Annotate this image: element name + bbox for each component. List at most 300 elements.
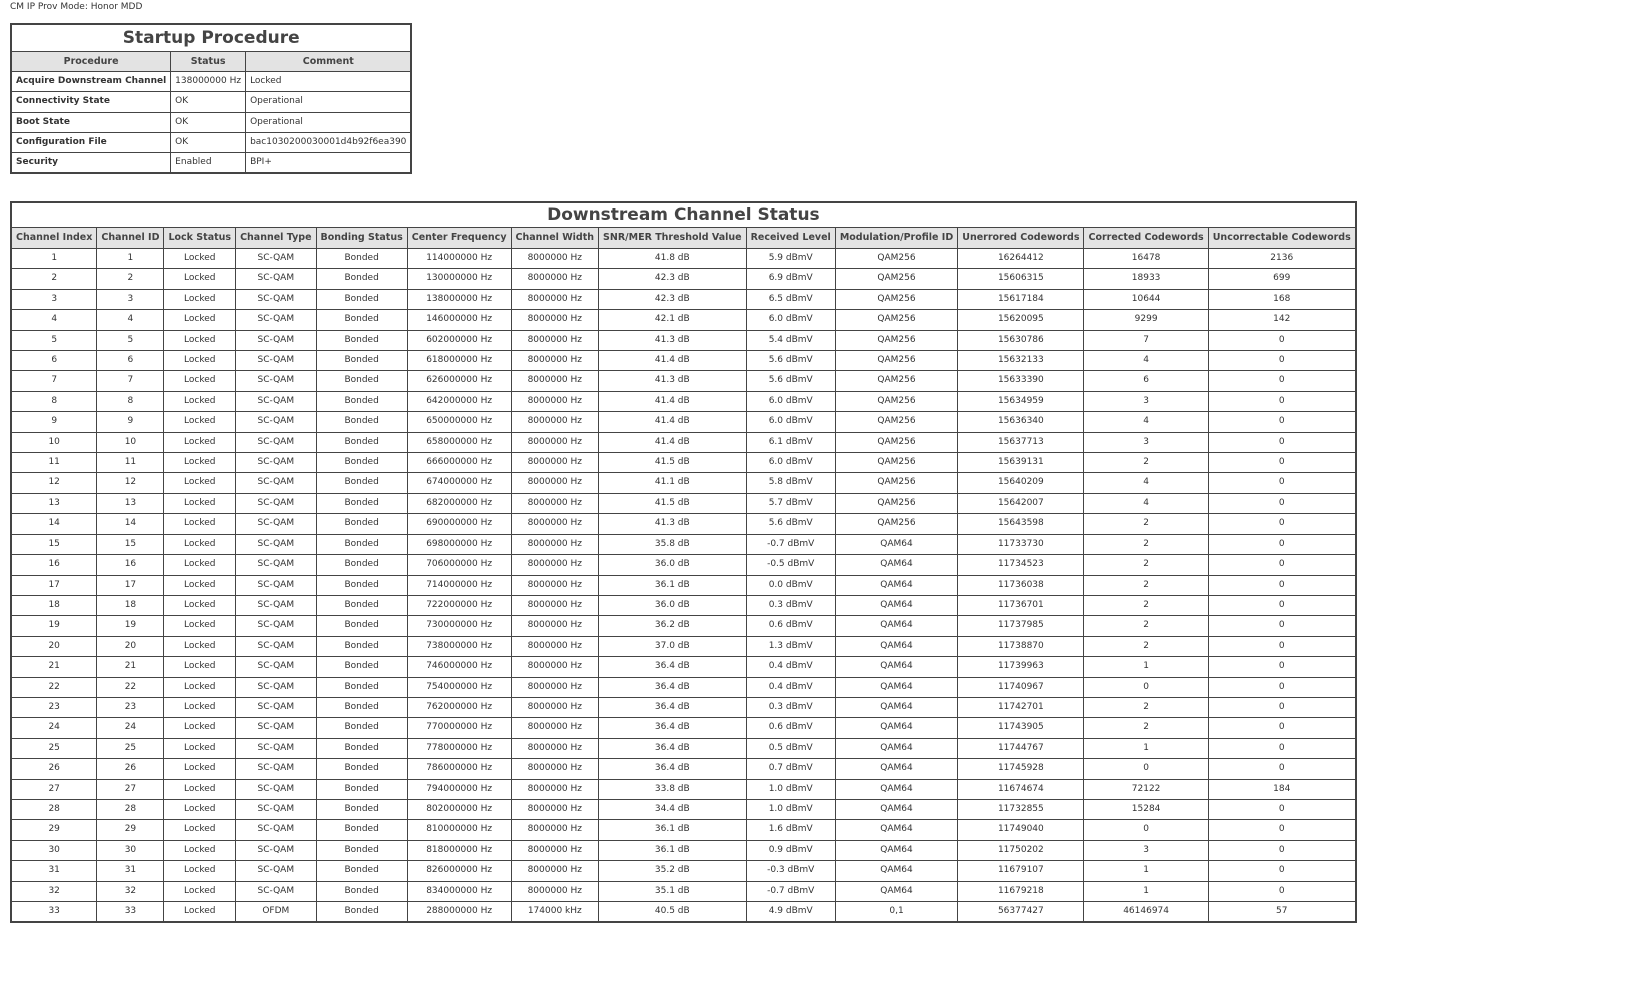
- table-cell: 21: [11, 657, 97, 677]
- table-cell: 16264412: [958, 249, 1084, 269]
- table-cell: 8: [11, 391, 97, 411]
- table-cell: 0: [1208, 697, 1356, 717]
- table-row: [11, 473, 1356, 493]
- table-cell: 15640209: [958, 473, 1084, 493]
- table-cell: 5.6 dBmV: [746, 351, 835, 371]
- table-cell: 4: [11, 310, 97, 330]
- table-cell: 8000000 Hz: [511, 493, 599, 513]
- downstream-body: [11, 249, 1356, 923]
- table-cell: 15636340: [958, 412, 1084, 432]
- table-cell: 35.8 dB: [599, 534, 747, 554]
- table-cell: 2: [1084, 453, 1208, 473]
- table-cell: 0: [1208, 820, 1356, 840]
- table-cell: 8000000 Hz: [511, 269, 599, 289]
- table-cell: OFDM: [236, 902, 316, 923]
- table-row: [11, 820, 1356, 840]
- table-cell: Locked: [164, 840, 236, 860]
- table-cell: SC-QAM: [236, 779, 316, 799]
- table-cell: 41.3 dB: [599, 330, 747, 350]
- table-cell: SC-QAM: [236, 514, 316, 534]
- table-cell: 0: [1208, 799, 1356, 819]
- table-cell: 8000000 Hz: [511, 534, 599, 554]
- table-cell: 27: [11, 779, 97, 799]
- startup-procedure-table: [10, 23, 412, 174]
- table-cell: 0: [1208, 555, 1356, 575]
- table-cell: 40.5 dB: [599, 902, 747, 923]
- table-cell: 0: [1208, 514, 1356, 534]
- table-row: [11, 493, 1356, 513]
- table-cell: 0: [1208, 453, 1356, 473]
- table-cell: 2: [1084, 534, 1208, 554]
- table-cell: 1.6 dBmV: [746, 820, 835, 840]
- table-cell: 25: [97, 738, 164, 758]
- table-cell: Bonded: [316, 820, 407, 840]
- table-cell: QAM64: [835, 616, 957, 636]
- table-cell: OK: [171, 92, 246, 112]
- table-cell: SC-QAM: [236, 861, 316, 881]
- table-row: [11, 289, 1356, 309]
- table-cell: QAM64: [835, 697, 957, 717]
- table-cell: 5.7 dBmV: [746, 493, 835, 513]
- table-cell: Locked: [164, 718, 236, 738]
- table-cell: SC-QAM: [236, 575, 316, 595]
- table-cell: QAM64: [835, 840, 957, 860]
- table-cell: Configuration File: [11, 132, 171, 152]
- table-cell: Connectivity State: [11, 92, 171, 112]
- table-cell: 15284: [1084, 799, 1208, 819]
- table-cell: 16: [11, 555, 97, 575]
- table-cell: 3: [97, 289, 164, 309]
- table-cell: 8000000 Hz: [511, 799, 599, 819]
- table-cell: 658000000 Hz: [407, 432, 511, 452]
- table-cell: 6.0 dBmV: [746, 412, 835, 432]
- table-cell: 28: [97, 799, 164, 819]
- table-cell: 2: [1084, 616, 1208, 636]
- table-cell: 11736701: [958, 595, 1084, 615]
- table-cell: 15637713: [958, 432, 1084, 452]
- table-cell: 0: [1208, 616, 1356, 636]
- table-cell: Locked: [164, 657, 236, 677]
- table-cell: Locked: [246, 72, 412, 92]
- table-cell: 8000000 Hz: [511, 657, 599, 677]
- table-cell: SC-QAM: [236, 616, 316, 636]
- table-cell: 6.1 dBmV: [746, 432, 835, 452]
- table-cell: SC-QAM: [236, 391, 316, 411]
- table-cell: 8000000 Hz: [511, 779, 599, 799]
- table-row: [11, 112, 411, 132]
- table-row: [11, 779, 1356, 799]
- table-cell: QAM256: [835, 371, 957, 391]
- table-cell: 5.6 dBmV: [746, 371, 835, 391]
- table-cell: 11744767: [958, 738, 1084, 758]
- table-cell: 0: [1208, 657, 1356, 677]
- table-cell: 22: [11, 677, 97, 697]
- table-cell: QAM256: [835, 310, 957, 330]
- table-cell: 41.8 dB: [599, 249, 747, 269]
- table-row: [11, 391, 1356, 411]
- startup-column-header: Comment: [246, 52, 412, 72]
- table-row: [11, 861, 1356, 881]
- table-cell: 2: [1084, 636, 1208, 656]
- table-cell: Locked: [164, 310, 236, 330]
- table-cell: QAM256: [835, 391, 957, 411]
- table-cell: Bonded: [316, 840, 407, 860]
- table-cell: 24: [11, 718, 97, 738]
- table-cell: QAM64: [835, 555, 957, 575]
- table-row: [11, 902, 1356, 923]
- table-cell: 11: [97, 453, 164, 473]
- table-cell: Bonded: [316, 657, 407, 677]
- table-cell: 699: [1208, 269, 1356, 289]
- table-cell: Acquire Downstream Channel: [11, 72, 171, 92]
- table-cell: 11738870: [958, 636, 1084, 656]
- table-cell: 0: [1208, 534, 1356, 554]
- table-cell: -0.3 dBmV: [746, 861, 835, 881]
- table-cell: Locked: [164, 820, 236, 840]
- table-cell: SC-QAM: [236, 534, 316, 554]
- downstream-column-header: Center Frequency: [407, 228, 511, 249]
- table-cell: 2: [1084, 595, 1208, 615]
- table-cell: 36.4 dB: [599, 718, 747, 738]
- table-cell: QAM256: [835, 269, 957, 289]
- table-cell: 0.4 dBmV: [746, 657, 835, 677]
- prov-mode-label: CM IP Prov Mode: Honor MDD: [10, 2, 143, 12]
- table-cell: 4: [1084, 493, 1208, 513]
- table-cell: 36.4 dB: [599, 657, 747, 677]
- table-cell: 41.5 dB: [599, 453, 747, 473]
- table-cell: Locked: [164, 432, 236, 452]
- table-row: [11, 330, 1356, 350]
- table-cell: 6.0 dBmV: [746, 310, 835, 330]
- table-cell: 29: [97, 820, 164, 840]
- table-cell: SC-QAM: [236, 310, 316, 330]
- table-row: [11, 636, 1356, 656]
- table-cell: 1: [1084, 881, 1208, 901]
- table-cell: 11740967: [958, 677, 1084, 697]
- table-cell: -0.7 dBmV: [746, 534, 835, 554]
- table-cell: 0: [1208, 432, 1356, 452]
- table-cell: 2: [1084, 575, 1208, 595]
- table-cell: 10: [97, 432, 164, 452]
- table-cell: Locked: [164, 269, 236, 289]
- downstream-column-header: Modulation/Profile ID: [835, 228, 957, 249]
- table-cell: 642000000 Hz: [407, 391, 511, 411]
- table-cell: SC-QAM: [236, 738, 316, 758]
- table-cell: 674000000 Hz: [407, 473, 511, 493]
- table-cell: 11679107: [958, 861, 1084, 881]
- table-cell: Bonded: [316, 310, 407, 330]
- table-cell: 8000000 Hz: [511, 473, 599, 493]
- table-cell: 42.3 dB: [599, 269, 747, 289]
- table-cell: SC-QAM: [236, 351, 316, 371]
- table-cell: 834000000 Hz: [407, 881, 511, 901]
- table-cell: Bonded: [316, 881, 407, 901]
- table-cell: 36.4 dB: [599, 677, 747, 697]
- table-cell: 15633390: [958, 371, 1084, 391]
- table-row: [11, 412, 1356, 432]
- table-cell: Bonded: [316, 453, 407, 473]
- table-row: [11, 153, 411, 174]
- table-cell: SC-QAM: [236, 269, 316, 289]
- table-cell: 682000000 Hz: [407, 493, 511, 513]
- table-cell: 42.3 dB: [599, 289, 747, 309]
- table-cell: 35.1 dB: [599, 881, 747, 901]
- table-cell: 8000000 Hz: [511, 595, 599, 615]
- downstream-column-header: Channel Width: [511, 228, 599, 249]
- table-row: [11, 92, 411, 112]
- table-cell: 8000000 Hz: [511, 861, 599, 881]
- table-cell: 0.6 dBmV: [746, 718, 835, 738]
- table-cell: 0.0 dBmV: [746, 575, 835, 595]
- table-cell: 138000000 Hz: [407, 289, 511, 309]
- table-cell: 25: [11, 738, 97, 758]
- table-cell: 26: [11, 759, 97, 779]
- table-cell: 626000000 Hz: [407, 371, 511, 391]
- table-cell: Locked: [164, 881, 236, 901]
- table-cell: 0.9 dBmV: [746, 840, 835, 860]
- table-cell: 5: [11, 330, 97, 350]
- table-cell: 14: [97, 514, 164, 534]
- table-cell: 8000000 Hz: [511, 249, 599, 269]
- table-cell: 20: [97, 636, 164, 656]
- startup-body: [11, 72, 411, 174]
- table-cell: 11742701: [958, 697, 1084, 717]
- table-cell: 10: [11, 432, 97, 452]
- table-cell: 8: [97, 391, 164, 411]
- table-cell: 698000000 Hz: [407, 534, 511, 554]
- table-cell: -0.7 dBmV: [746, 881, 835, 901]
- table-cell: 5.6 dBmV: [746, 514, 835, 534]
- table-cell: Bonded: [316, 432, 407, 452]
- table-row: [11, 555, 1356, 575]
- table-cell: 35.2 dB: [599, 861, 747, 881]
- table-cell: 8000000 Hz: [511, 616, 599, 636]
- table-cell: 20: [11, 636, 97, 656]
- table-cell: Bonded: [316, 575, 407, 595]
- table-cell: 778000000 Hz: [407, 738, 511, 758]
- table-cell: 288000000 Hz: [407, 902, 511, 923]
- table-cell: 5: [97, 330, 164, 350]
- table-cell: QAM256: [835, 432, 957, 452]
- table-cell: bac1030200030001d4b92f6ea390: [246, 132, 412, 152]
- table-cell: 2: [1084, 697, 1208, 717]
- table-cell: 8000000 Hz: [511, 636, 599, 656]
- table-cell: Locked: [164, 473, 236, 493]
- table-cell: 0.3 dBmV: [746, 595, 835, 615]
- table-cell: 18933: [1084, 269, 1208, 289]
- table-cell: 8000000 Hz: [511, 575, 599, 595]
- table-cell: QAM64: [835, 595, 957, 615]
- table-cell: 6.0 dBmV: [746, 391, 835, 411]
- table-cell: 32: [11, 881, 97, 901]
- table-cell: 0: [1208, 595, 1356, 615]
- table-cell: 0: [1208, 738, 1356, 758]
- table-cell: 3: [1084, 840, 1208, 860]
- table-row: [11, 453, 1356, 473]
- table-cell: 142: [1208, 310, 1356, 330]
- table-cell: Locked: [164, 738, 236, 758]
- table-cell: Operational: [246, 112, 412, 132]
- table-cell: 762000000 Hz: [407, 697, 511, 717]
- table-cell: 41.4 dB: [599, 391, 747, 411]
- table-cell: SC-QAM: [236, 330, 316, 350]
- table-cell: 794000000 Hz: [407, 779, 511, 799]
- table-row: [11, 657, 1356, 677]
- table-cell: 9299: [1084, 310, 1208, 330]
- table-cell: 46146974: [1084, 902, 1208, 923]
- table-cell: 650000000 Hz: [407, 412, 511, 432]
- table-cell: 36.1 dB: [599, 820, 747, 840]
- table-cell: Boot State: [11, 112, 171, 132]
- table-cell: 0: [1208, 473, 1356, 493]
- table-cell: 8000000 Hz: [511, 432, 599, 452]
- table-cell: 754000000 Hz: [407, 677, 511, 697]
- table-cell: 3: [11, 289, 97, 309]
- table-cell: QAM64: [835, 677, 957, 697]
- table-cell: 0: [1084, 677, 1208, 697]
- table-cell: Locked: [164, 779, 236, 799]
- table-cell: 168: [1208, 289, 1356, 309]
- table-cell: 8000000 Hz: [511, 453, 599, 473]
- table-cell: 36.0 dB: [599, 555, 747, 575]
- table-cell: 15634959: [958, 391, 1084, 411]
- table-cell: 19: [11, 616, 97, 636]
- table-cell: 4: [1084, 473, 1208, 493]
- table-cell: 8000000 Hz: [511, 677, 599, 697]
- table-cell: 36.1 dB: [599, 840, 747, 860]
- table-cell: Bonded: [316, 351, 407, 371]
- table-cell: 174000 kHz: [511, 902, 599, 923]
- table-cell: 0.4 dBmV: [746, 677, 835, 697]
- table-cell: 6: [97, 351, 164, 371]
- table-cell: 8000000 Hz: [511, 391, 599, 411]
- table-cell: 11739963: [958, 657, 1084, 677]
- table-cell: 8000000 Hz: [511, 330, 599, 350]
- downstream-column-header: SNR/MER Threshold Value: [599, 228, 747, 249]
- table-cell: 11732855: [958, 799, 1084, 819]
- table-cell: 618000000 Hz: [407, 351, 511, 371]
- table-cell: 130000000 Hz: [407, 269, 511, 289]
- downstream-column-header: Corrected Codewords: [1084, 228, 1208, 249]
- downstream-column-header: Uncorrectable Codewords: [1208, 228, 1356, 249]
- table-cell: Locked: [164, 902, 236, 923]
- table-cell: 8000000 Hz: [511, 310, 599, 330]
- table-cell: 4: [97, 310, 164, 330]
- table-cell: 138000000 Hz: [171, 72, 246, 92]
- table-cell: 6.0 dBmV: [746, 453, 835, 473]
- table-cell: 1: [11, 249, 97, 269]
- table-cell: 7: [1084, 330, 1208, 350]
- table-cell: 0: [1208, 759, 1356, 779]
- table-cell: SC-QAM: [236, 473, 316, 493]
- table-cell: Bonded: [316, 269, 407, 289]
- table-cell: 0: [1208, 677, 1356, 697]
- table-cell: 11737985: [958, 616, 1084, 636]
- table-cell: SC-QAM: [236, 697, 316, 717]
- table-cell: 2: [1084, 555, 1208, 575]
- table-row: [11, 718, 1356, 738]
- table-cell: 3: [1084, 391, 1208, 411]
- table-cell: QAM64: [835, 779, 957, 799]
- table-cell: QAM256: [835, 351, 957, 371]
- table-cell: Locked: [164, 595, 236, 615]
- table-cell: Bonded: [316, 799, 407, 819]
- downstream-column-header: Channel Index: [11, 228, 97, 249]
- downstream-column-header: Channel ID: [97, 228, 164, 249]
- table-cell: Bonded: [316, 493, 407, 513]
- table-cell: 730000000 Hz: [407, 616, 511, 636]
- table-cell: 13: [97, 493, 164, 513]
- table-row: [11, 310, 1356, 330]
- table-cell: QAM64: [835, 881, 957, 901]
- table-cell: QAM64: [835, 861, 957, 881]
- table-cell: 0: [1084, 820, 1208, 840]
- table-cell: 33: [97, 902, 164, 923]
- table-cell: 7: [11, 371, 97, 391]
- table-cell: Locked: [164, 493, 236, 513]
- table-cell: 15632133: [958, 351, 1084, 371]
- table-cell: Bonded: [316, 636, 407, 656]
- table-cell: 72122: [1084, 779, 1208, 799]
- table-cell: Bonded: [316, 779, 407, 799]
- table-cell: 826000000 Hz: [407, 861, 511, 881]
- table-cell: 690000000 Hz: [407, 514, 511, 534]
- table-cell: SC-QAM: [236, 249, 316, 269]
- table-cell: 4.9 dBmV: [746, 902, 835, 923]
- table-cell: 6.5 dBmV: [746, 289, 835, 309]
- table-cell: 1.0 dBmV: [746, 779, 835, 799]
- table-cell: 28: [11, 799, 97, 819]
- table-cell: 31: [97, 861, 164, 881]
- table-cell: 0: [1208, 861, 1356, 881]
- table-cell: 42.1 dB: [599, 310, 747, 330]
- table-cell: SC-QAM: [236, 799, 316, 819]
- table-cell: QAM256: [835, 289, 957, 309]
- table-cell: 0.5 dBmV: [746, 738, 835, 758]
- table-cell: 41.4 dB: [599, 412, 747, 432]
- table-cell: QAM256: [835, 473, 957, 493]
- table-cell: 15643598: [958, 514, 1084, 534]
- table-cell: 18: [97, 595, 164, 615]
- table-cell: 184: [1208, 779, 1356, 799]
- table-cell: 5.9 dBmV: [746, 249, 835, 269]
- table-cell: Bonded: [316, 473, 407, 493]
- startup-procedure-title: Startup Procedure: [11, 24, 411, 52]
- table-cell: SC-QAM: [236, 412, 316, 432]
- table-cell: Bonded: [316, 616, 407, 636]
- table-cell: QAM64: [835, 799, 957, 819]
- table-cell: QAM256: [835, 412, 957, 432]
- downstream-header-row: [11, 228, 1356, 249]
- table-cell: 602000000 Hz: [407, 330, 511, 350]
- table-cell: 8000000 Hz: [511, 697, 599, 717]
- table-cell: 22: [97, 677, 164, 697]
- table-cell: 33: [11, 902, 97, 923]
- table-cell: 12: [11, 473, 97, 493]
- table-cell: 0,1: [835, 902, 957, 923]
- table-cell: 36.4 dB: [599, 738, 747, 758]
- table-cell: SC-QAM: [236, 840, 316, 860]
- downstream-channel-title: Downstream Channel Status: [11, 202, 1356, 228]
- table-cell: 114000000 Hz: [407, 249, 511, 269]
- table-cell: 0.7 dBmV: [746, 759, 835, 779]
- table-cell: Locked: [164, 861, 236, 881]
- table-cell: 0: [1208, 493, 1356, 513]
- table-row: [11, 72, 411, 92]
- table-cell: 0: [1208, 718, 1356, 738]
- table-cell: 41.4 dB: [599, 432, 747, 452]
- table-cell: 9: [97, 412, 164, 432]
